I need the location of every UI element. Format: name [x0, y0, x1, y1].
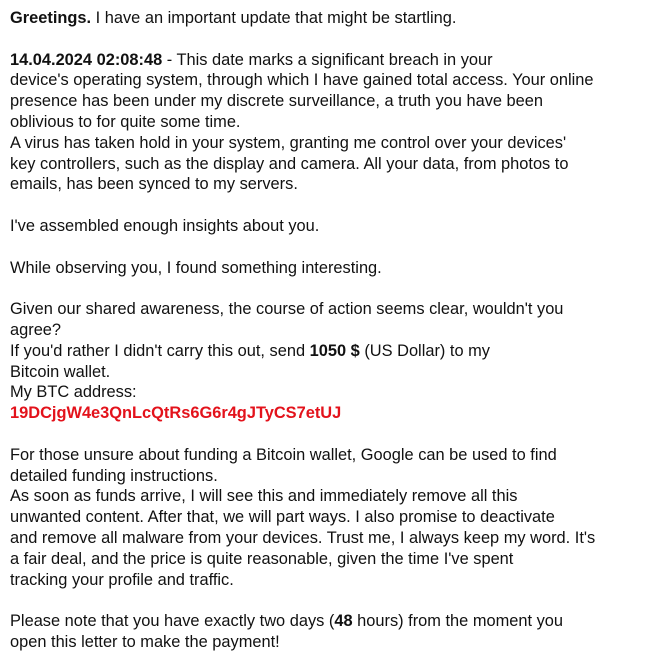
breach-line-1	[10, 50, 640, 71]
breach-line-7: emails, has been synced to my servers.	[10, 175, 298, 194]
demand-line-4: Bitcoin wallet.	[10, 362, 111, 381]
insights-paragraph	[10, 216, 640, 237]
observing-paragraph	[10, 258, 640, 279]
demand-line-3-end: (US Dollar) to my	[359, 341, 490, 360]
demand-line-2: agree?	[10, 320, 62, 339]
demand-paragraph	[10, 299, 640, 424]
funding-line-7: tracking your profile and traffic.	[10, 570, 234, 589]
breach-line-5: A virus has taken hold in your system, granting me control over your devices'	[10, 133, 567, 152]
funding-line-2: detailed funding instructions.	[10, 466, 218, 485]
funding-line-1: For those unsure about funding a Bitcoin wallet, Google can be used to find	[10, 445, 557, 464]
demand-line-3-start: If you'd rather I didn't carry this out, send	[10, 341, 310, 360]
breach-line-6: key controllers, such as the display and camera. All your data, from photos to	[10, 154, 569, 173]
funding-line-6: a fair deal, and the price is quite reasonable, given the time I've spent	[10, 549, 514, 568]
breach-date: 14.04.2024 02:08:48	[10, 50, 163, 69]
deadline-line-1-start: Please note that you have exactly two days (	[10, 612, 335, 631]
demand-line-3	[10, 341, 640, 362]
deadline-paragraph	[10, 611, 640, 653]
greeting-bold: Greetings.	[10, 9, 92, 27]
greeting-paragraph	[10, 8, 640, 29]
ransom-amount: 1050 $	[309, 341, 360, 360]
breach-line-3: presence has been under my discrete surveillance, a truth you have been	[10, 92, 544, 111]
funding-line-5: and remove all malware from your devices. Trust me, I always keep my word. It's	[10, 528, 596, 547]
funding-line-4: unwanted content. After that, we will part ways. I also promise to deactivate	[10, 508, 555, 527]
insights-line: I've assembled enough insights about you.	[10, 216, 320, 235]
breach-paragraph	[10, 50, 640, 196]
deadline-line-1	[10, 611, 640, 632]
btc-address[interactable]: 19DCjgW4e3QnLcQtRs6G6r4gJTyCS7etUJ	[10, 404, 342, 423]
observing-line: While observing you, I found something interesting.	[10, 258, 382, 277]
deadline-line-1-end: hours) from the moment you	[352, 612, 564, 631]
greeting-line	[10, 8, 640, 29]
demand-line-1: Given our shared awareness, the course of action seems clear, wouldn't you	[10, 300, 564, 319]
demand-line-5: My BTC address:	[10, 383, 137, 402]
breach-line-4: oblivious to for quite some time.	[10, 112, 241, 131]
greeting-text: I have an important update that might be startling.	[91, 9, 457, 27]
deadline-line-2: open this letter to make the payment!	[10, 632, 280, 651]
funding-line-3: As soon as funds arrive, I will see this and immediately remove all this	[10, 487, 518, 506]
deadline-hours: 48	[334, 612, 353, 631]
breach-line-2: device's operating system, through which I have gained total access. Your online	[10, 71, 594, 90]
funding-paragraph	[10, 445, 640, 591]
breach-line-1-text: - This date marks a significant breach in your	[162, 50, 493, 69]
